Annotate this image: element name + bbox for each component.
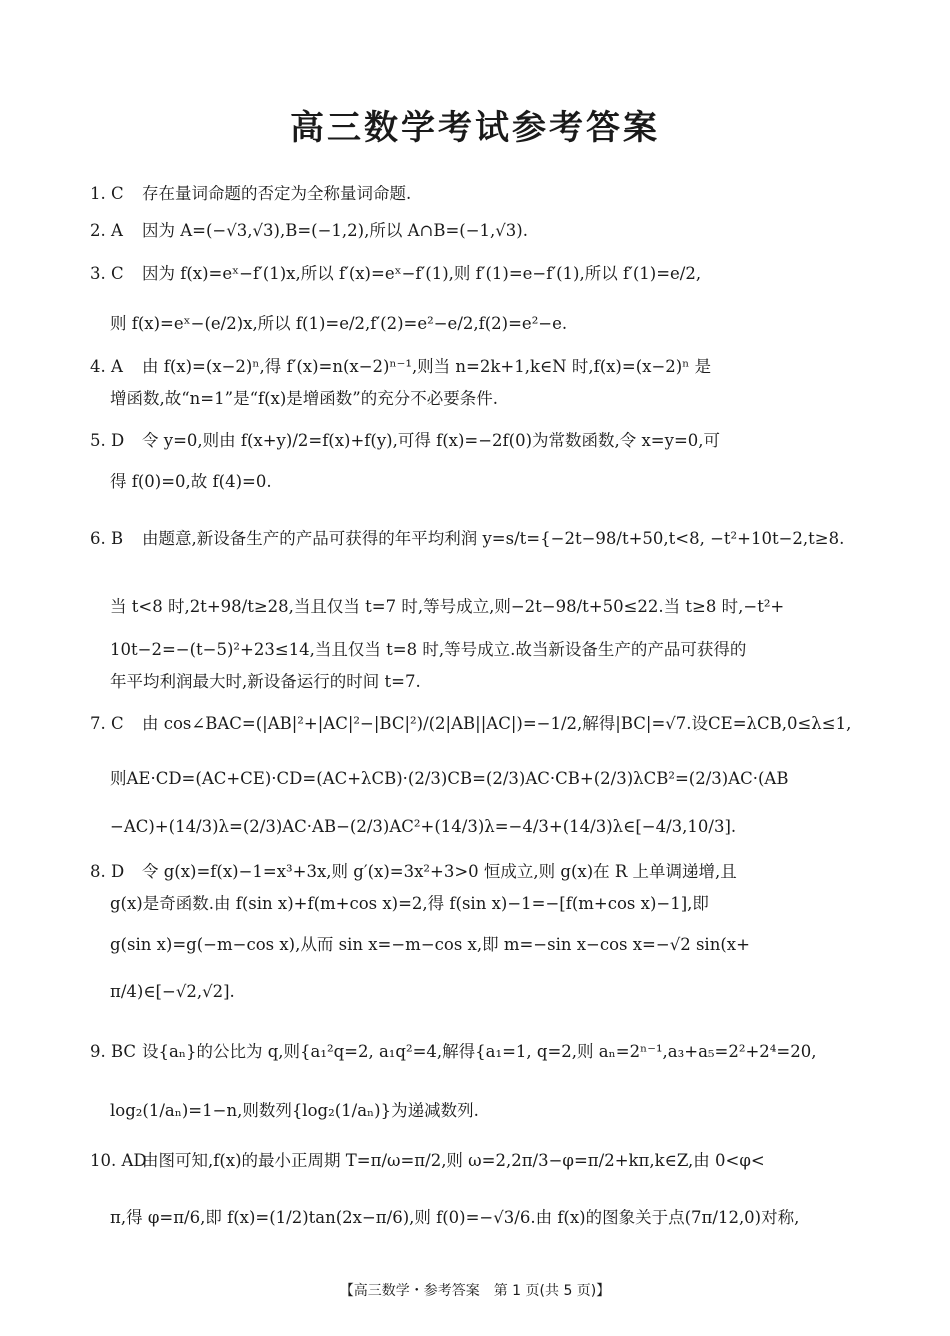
answer-6-line4: 年平均利润最大时,新设备运行的时间 t=7. bbox=[110, 672, 421, 691]
answer-number: 10. AD bbox=[90, 1151, 147, 1170]
answer-7-line3: −AC)+(14/3)λ=(2/3)AC·AB−(2/3)AC²+(14/3)λ=−4/3+(14/3)λ∈[−4/3,10/3]. bbox=[110, 817, 737, 836]
answer-text: 因为 f(x)=eˣ−f′(1)x,所以 f′(x)=eˣ−f′(1),则 f′(1)=e−f′(1),所以 f′(1)=e/2, bbox=[142, 264, 702, 283]
answer-6-line2: 当 t<8 时,2t+98/t≥28,当且仅当 t=7 时,等号成立,则−2t−98/t+50≤22.当 t≥8 时,−t²+ bbox=[110, 597, 785, 616]
answer-6 bbox=[90, 525, 870, 549]
answer-8-line4: π/4)∈[−√2,√2]. bbox=[110, 982, 235, 1001]
answer-text: 设{aₙ}的公比为 q,则{a₁²q=2, a₁q²=4,解得{a₁=1, q=2,则 aₙ=2ⁿ⁻¹,a₃+a₅=2²+2⁴=20, bbox=[142, 1042, 817, 1061]
answer-text: 由题意,新设备生产的产品可获得的年平均利润 y=s/t={−2t−98/t+50,t<8, −t²+10t−2,t≥8. bbox=[142, 529, 845, 548]
answer-number: 6. B bbox=[90, 529, 124, 548]
page-footer: 【高三数学・参考答案 第 1 页(共 5 页)】 bbox=[339, 1283, 611, 1299]
answer-4 bbox=[90, 353, 870, 377]
answer-2 bbox=[90, 217, 870, 241]
answer-number: 5. D bbox=[90, 431, 125, 450]
answer-8 bbox=[90, 858, 870, 882]
answer-4-line2: 增函数,故“n=1”是“f(x)是增函数”的充分不必要条件. bbox=[110, 389, 498, 408]
answer-3-line2: 则 f(x)=eˣ−(e/2)x,所以 f(1)=e/2,f′(2)=e²−e/2,f(2)=e²−e. bbox=[110, 314, 568, 333]
answer-text: 因为 A=(−√3,√3),B=(−1,2),所以 A∩B=(−1,√3). bbox=[142, 221, 528, 240]
answer-number: 4. A bbox=[90, 357, 123, 376]
answer-9-line2: log₂(1/aₙ)=1−n,则数列{log₂(1/aₙ)}为递减数列. bbox=[110, 1101, 479, 1120]
answer-5 bbox=[90, 427, 870, 451]
answer-6-line3: 10t−2=−(t−5)²+23≤14,当且仅当 t=8 时,等号成立.故当新设备生产的产品可获得的 bbox=[110, 640, 747, 659]
answer-number: 7. C bbox=[90, 714, 124, 733]
answer-text: 令 y=0,则由 f(x+y)/2=f(x)+f(y),可得 f(x)=−2f(0)为常数函数,令 x=y=0,可 bbox=[142, 431, 721, 450]
answer-text: 由 f(x)=(x−2)ⁿ,得 f′(x)=n(x−2)ⁿ⁻¹,则当 n=2k+1,k∈N 时,f(x)=(x−2)ⁿ 是 bbox=[142, 357, 712, 376]
answer-7-line2: 则AE·CD=(AC+CE)·CD=(AC+λCB)·(2/3)CB=(2/3)AC·CB+(2/3)λCB²=(2/3)AC·(AB bbox=[110, 769, 789, 788]
answer-number: 2. A bbox=[90, 221, 123, 240]
answer-9 bbox=[90, 1038, 870, 1062]
answer-8-line3: g(sin x)=g(−m−cos x),从而 sin x=−m−cos x,即 m=−sin x−cos x=−√2 sin(x+ bbox=[110, 935, 750, 954]
answer-text: 令 g(x)=f(x)−1=x³+3x,则 g′(x)=3x²+3>0 恒成立,则 g(x)在 R 上单调递增,且 bbox=[142, 862, 737, 881]
answer-number: 1. C bbox=[90, 184, 124, 203]
answer-10-line2: π,得 φ=π/6,即 f(x)=(1/2)tan(2x−π/6),则 f(0)=−√3/6.由 f(x)的图象关于点(7π/12,0)对称, bbox=[110, 1208, 800, 1227]
answer-number: 8. D bbox=[90, 862, 125, 881]
answer-3 bbox=[90, 260, 870, 284]
answer-text: 由 cos∠BAC=(|AB|²+|AC|²−|BC|²)/(2|AB||AC|)=−1/2,解得|BC|=√7.设CE=λCB,0≤λ≤1, bbox=[142, 714, 852, 733]
answer-5-line2: 得 f(0)=0,故 f(4)=0. bbox=[110, 472, 272, 491]
answer-text: 由图可知,f(x)的最小正周期 T=π/ω=π/2,则 ω=2,2π/3−φ=π/2+kπ,k∈Z,由 0<φ< bbox=[142, 1151, 765, 1170]
answer-text: 存在量词命题的否定为全称量词命题. bbox=[142, 184, 412, 203]
answer-8-line2: g(x)是奇函数.由 f(sin x)+f(m+cos x)=2,得 f(sin x)−1=−[f(m+cos x)−1],即 bbox=[110, 894, 709, 913]
answer-number: 9. BC bbox=[90, 1042, 137, 1061]
answer-7 bbox=[90, 710, 870, 734]
answer-number: 3. C bbox=[90, 264, 124, 283]
page-title: 高三数学考试参考答案 bbox=[290, 108, 660, 148]
answer-1 bbox=[90, 180, 870, 204]
answer-10 bbox=[90, 1147, 870, 1171]
